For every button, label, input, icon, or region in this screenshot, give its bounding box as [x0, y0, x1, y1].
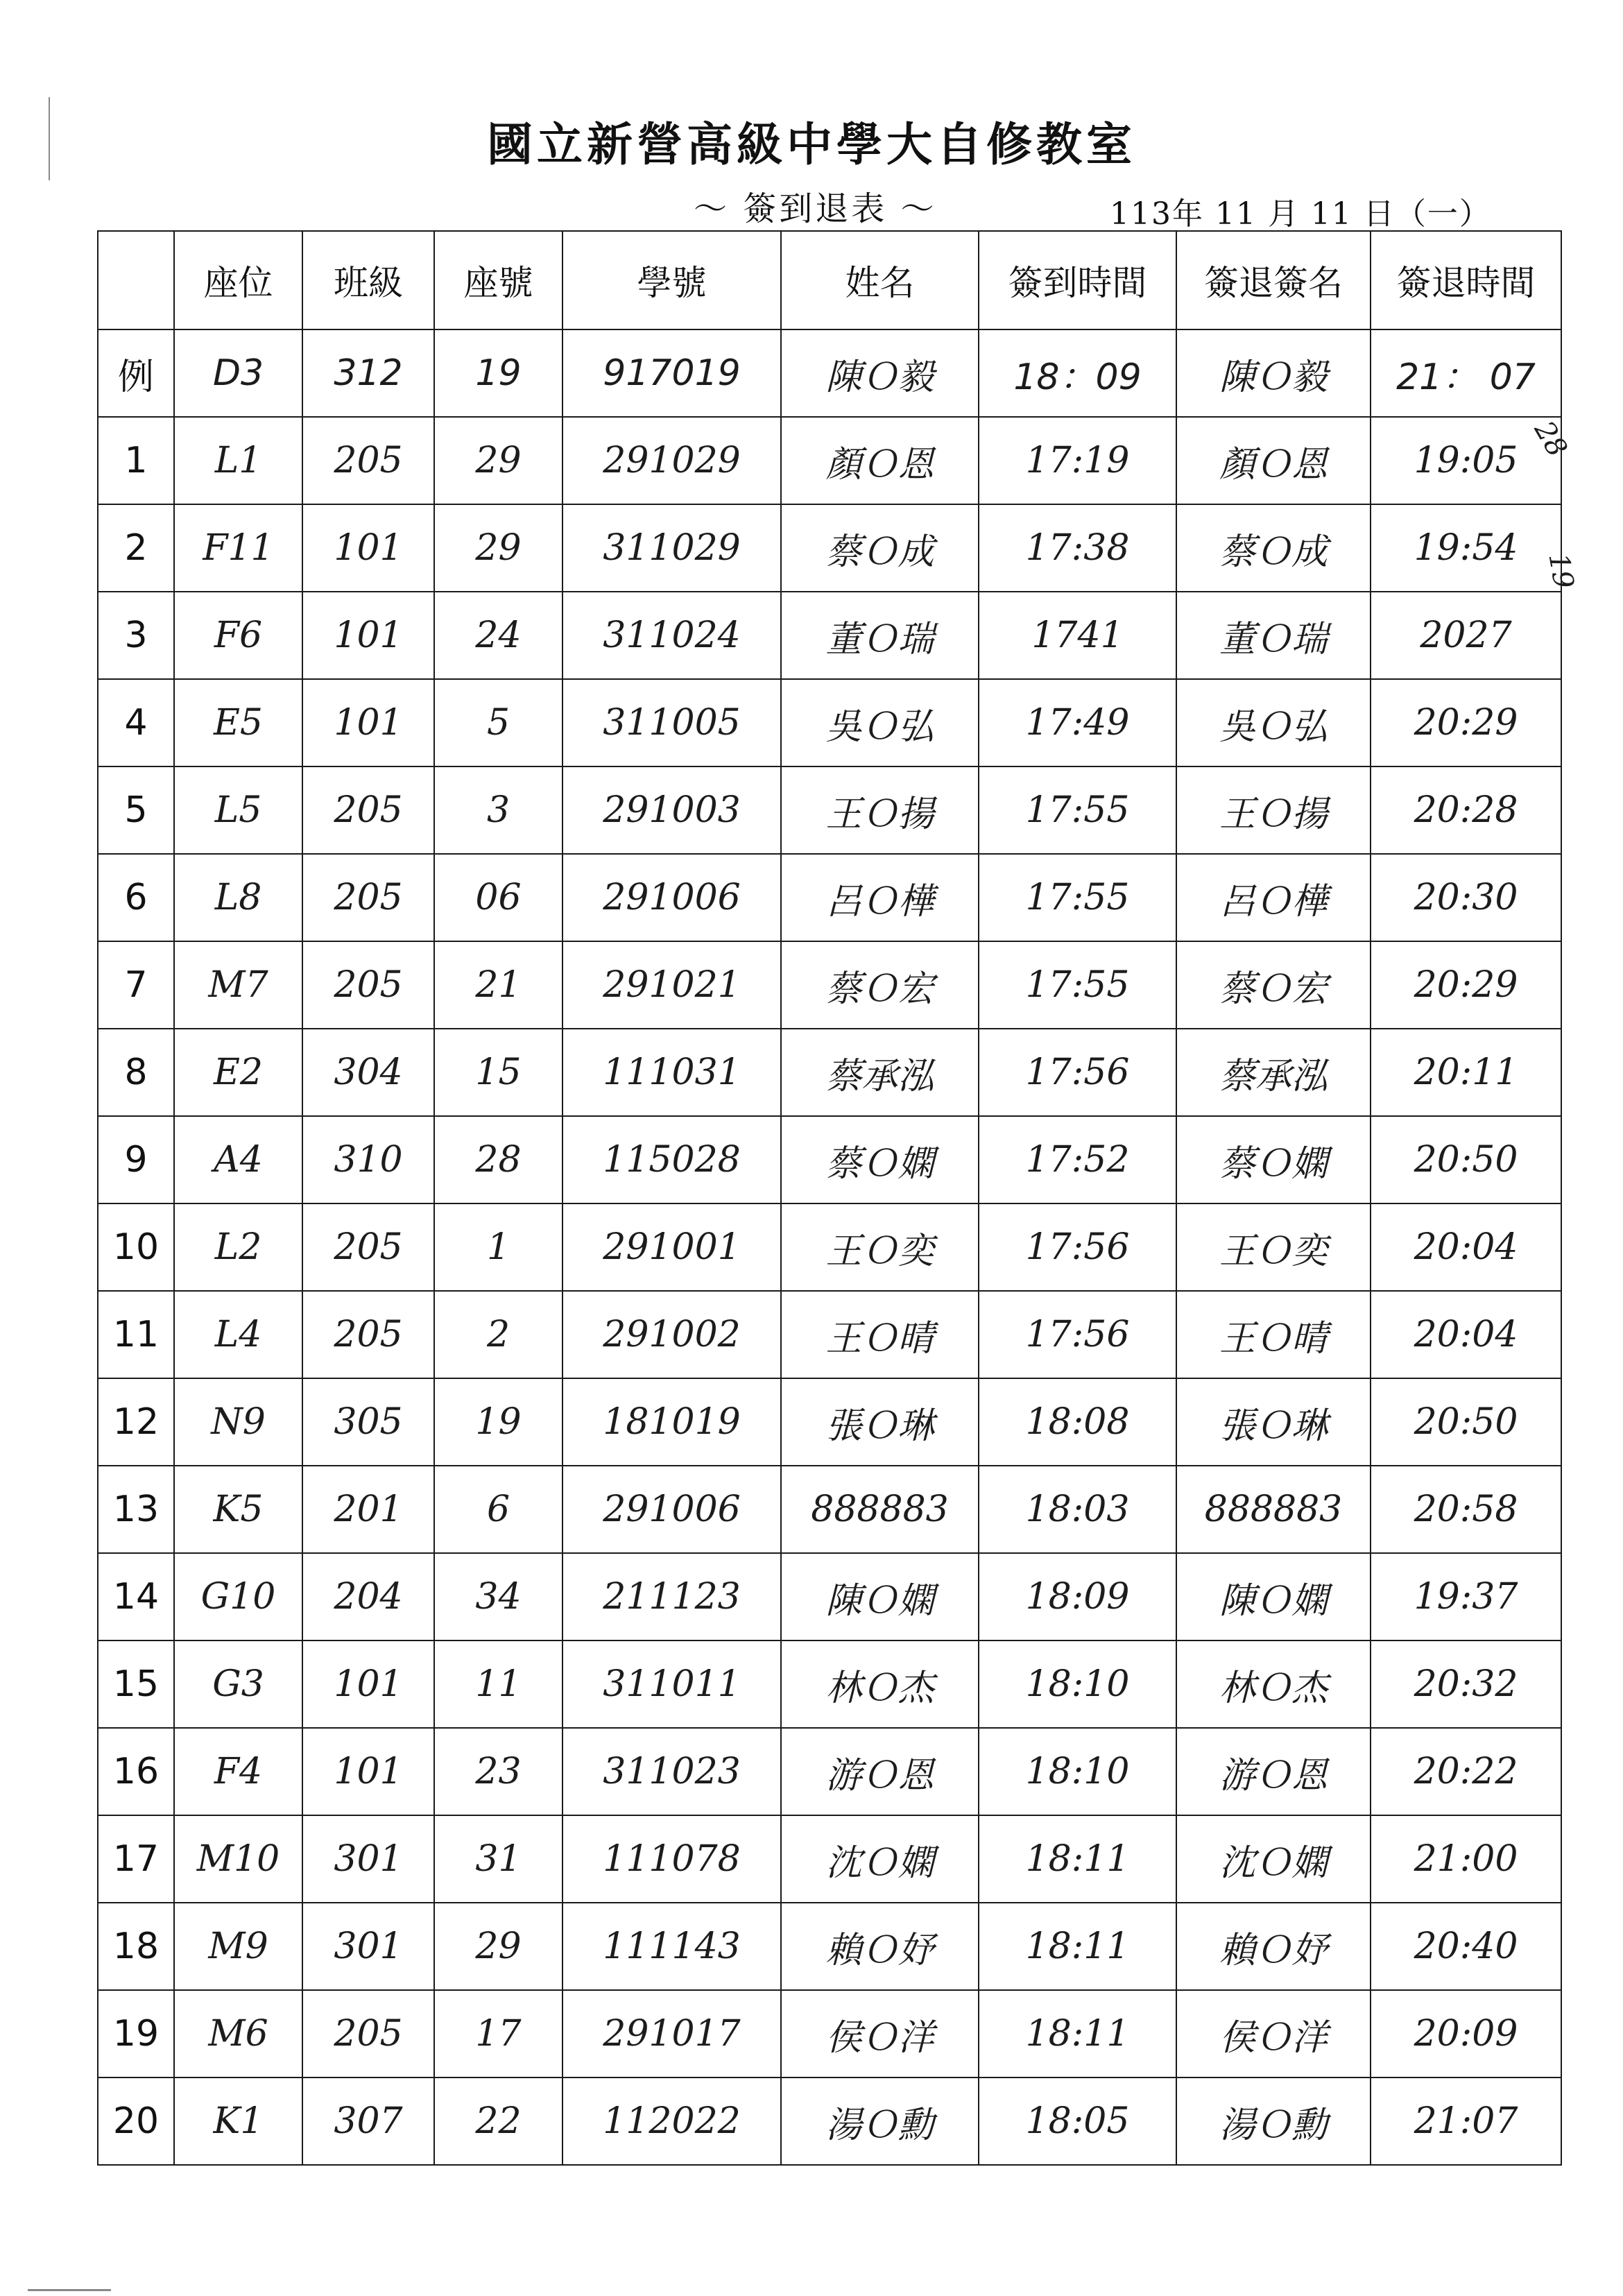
student-id-cell: 311029: [563, 504, 781, 592]
seat-number-cell: 21: [434, 941, 563, 1029]
sign-out-time-cell: 19:54: [1371, 504, 1561, 592]
class-cell: 307: [302, 2077, 434, 2165]
sign-out-signature-cell: 王Ｏ揚: [1176, 766, 1371, 854]
sign-out-signature-cell: 湯Ｏ勳: [1176, 2077, 1371, 2165]
table-row: [98, 1116, 1561, 1203]
row-index: 16: [98, 1728, 174, 1815]
seat-cell: A4: [174, 1116, 302, 1203]
name-cell: 吳Ｏ弘: [781, 679, 979, 766]
example-row: [98, 329, 1561, 417]
sign-out-signature-cell: 張Ｏ琳: [1176, 1378, 1371, 1466]
student-id-cell: 181019: [563, 1378, 781, 1466]
name-cell: 湯Ｏ勳: [781, 2077, 979, 2165]
sign-in-table: [97, 230, 1562, 2166]
sign-out-time-cell: 2027: [1371, 592, 1561, 679]
row-index: 4: [98, 679, 174, 766]
table-row: [98, 417, 1561, 504]
table-row: [98, 592, 1561, 679]
student-id-cell: 311005: [563, 679, 781, 766]
sign-out-signature-cell: 蔡Ｏ嫻: [1176, 1116, 1371, 1203]
student-id-cell: 291003: [563, 766, 781, 854]
sign-out-time-cell: 20:11: [1371, 1029, 1561, 1116]
student-id-cell: 291002: [563, 1291, 781, 1378]
sign-in-time-cell: 18:10: [979, 1728, 1176, 1815]
class-cell: 205: [302, 1291, 434, 1378]
seat-cell: K1: [174, 2077, 302, 2165]
scan-mark: [28, 2289, 111, 2291]
sign-out-signature-cell: 陳Ｏ嫻: [1176, 1553, 1371, 1640]
sign-in-time-cell: 17:56: [979, 1029, 1176, 1116]
sign-out-signature-cell: 蔡Ｏ成: [1176, 504, 1371, 592]
sheet-date: 113年 11 月 11 日（一）: [1110, 196, 1491, 232]
name-cell: 蔡Ｏ宏: [781, 941, 979, 1029]
name-cell: 侯Ｏ洋: [781, 1990, 979, 2077]
seat-cell: M7: [174, 941, 302, 1029]
row-index: 20: [98, 2077, 174, 2165]
sign-out-time-cell: 21： 07: [1371, 329, 1561, 417]
sign-in-time-cell: 17:56: [979, 1203, 1176, 1291]
sign-out-signature-cell: 蔡承泓: [1176, 1029, 1371, 1116]
row-index: 17: [98, 1815, 174, 1903]
table-row: [98, 854, 1561, 941]
sign-in-time-cell: 18:11: [979, 1990, 1176, 2077]
class-cell: 310: [302, 1116, 434, 1203]
header-name: 姓名: [781, 231, 979, 329]
table-row: [98, 504, 1561, 592]
seat-number-cell: 1: [434, 1203, 563, 1291]
sign-out-signature-cell: 游Ｏ恩: [1176, 1728, 1371, 1815]
seat-number-cell: 19: [434, 1378, 563, 1466]
table-row: [98, 1903, 1561, 1990]
sign-out-signature-cell: 蔡Ｏ宏: [1176, 941, 1371, 1029]
name-cell: 888883: [781, 1466, 979, 1553]
student-id-cell: 111078: [563, 1815, 781, 1903]
table-row: [98, 1029, 1561, 1116]
student-id-cell: 917019: [563, 329, 781, 417]
sign-out-time-cell: 20:30: [1371, 854, 1561, 941]
name-cell: 張Ｏ琳: [781, 1378, 979, 1466]
table-row: [98, 766, 1561, 854]
student-id-cell: 311024: [563, 592, 781, 679]
name-cell: 王Ｏ晴: [781, 1291, 979, 1378]
sign-out-time-cell: 19:37: [1371, 1553, 1561, 1640]
sign-out-time-cell: 19:05: [1371, 417, 1561, 504]
row-index: 6: [98, 854, 174, 941]
sign-out-time-cell: 20:04: [1371, 1291, 1561, 1378]
student-id-cell: 311011: [563, 1640, 781, 1728]
sign-in-time-cell: 18:08: [979, 1378, 1176, 1466]
sign-in-time-cell: 18：09: [979, 329, 1176, 417]
class-cell: 101: [302, 592, 434, 679]
sign-in-time-cell: 18:11: [979, 1903, 1176, 1990]
sign-out-time-cell: 21:00: [1371, 1815, 1561, 1903]
sign-in-time-cell: 18:05: [979, 2077, 1176, 2165]
sign-out-signature-cell: 董Ｏ瑞: [1176, 592, 1371, 679]
header-sign-out-signature: 簽退簽名: [1176, 231, 1371, 329]
seat-number-cell: 3: [434, 766, 563, 854]
row-index: 5: [98, 766, 174, 854]
header-seat-number: 座號: [434, 231, 563, 329]
seat-cell: N9: [174, 1378, 302, 1466]
sign-out-signature-cell: 賴Ｏ妤: [1176, 1903, 1371, 1990]
table-row: [98, 1553, 1561, 1640]
seat-cell: L2: [174, 1203, 302, 1291]
seat-number-cell: 29: [434, 1903, 563, 1990]
table-header-row: [98, 231, 1561, 329]
sign-out-time-cell: 20:50: [1371, 1378, 1561, 1466]
seat-number-cell: 29: [434, 417, 563, 504]
seat-number-cell: 17: [434, 1990, 563, 2077]
student-id-cell: 291006: [563, 1466, 781, 1553]
seat-cell: E2: [174, 1029, 302, 1116]
student-id-cell: 291021: [563, 941, 781, 1029]
seat-cell: G3: [174, 1640, 302, 1728]
page-title: 國立新營高級中學大自修教室: [487, 117, 1136, 171]
class-cell: 101: [302, 1728, 434, 1815]
sign-out-time-cell: 20:29: [1371, 941, 1561, 1029]
row-index: 3: [98, 592, 174, 679]
sign-out-time-cell: 20:58: [1371, 1466, 1561, 1553]
name-cell: 董Ｏ瑞: [781, 592, 979, 679]
sign-in-time-cell: 18:03: [979, 1466, 1176, 1553]
name-cell: 陳Ｏ毅: [781, 329, 979, 417]
class-cell: 301: [302, 1815, 434, 1903]
row-index: 9: [98, 1116, 174, 1203]
seat-cell: K5: [174, 1466, 302, 1553]
seat-number-cell: 2: [434, 1291, 563, 1378]
sign-in-time-cell: 17:19: [979, 417, 1176, 504]
seat-number-cell: 5: [434, 679, 563, 766]
class-cell: 305: [302, 1378, 434, 1466]
table-row: [98, 1990, 1561, 2077]
seat-number-cell: 06: [434, 854, 563, 941]
class-cell: 101: [302, 679, 434, 766]
name-cell: 顏Ｏ恩: [781, 417, 979, 504]
table-row: [98, 679, 1561, 766]
sign-in-time-cell: 17:55: [979, 941, 1176, 1029]
sign-out-time-cell: 20:29: [1371, 679, 1561, 766]
header-student-id: 學號: [563, 231, 781, 329]
sign-in-time-cell: 17:52: [979, 1116, 1176, 1203]
header-index: [98, 231, 174, 329]
sign-out-time-cell: 20:04: [1371, 1203, 1561, 1291]
seat-number-cell: 23: [434, 1728, 563, 1815]
student-id-cell: 311023: [563, 1728, 781, 1815]
name-cell: 蔡Ｏ成: [781, 504, 979, 592]
sign-out-signature-cell: 陳Ｏ毅: [1176, 329, 1371, 417]
sign-out-time-cell: 20:28: [1371, 766, 1561, 854]
seat-number-cell: 6: [434, 1466, 563, 1553]
row-index: 1: [98, 417, 174, 504]
student-id-cell: 291001: [563, 1203, 781, 1291]
class-cell: 205: [302, 854, 434, 941]
name-cell: 王Ｏ揚: [781, 766, 979, 854]
student-id-cell: 291029: [563, 417, 781, 504]
sign-out-time-cell: 20:50: [1371, 1116, 1561, 1203]
sign-in-time-cell: 17:56: [979, 1291, 1176, 1378]
seat-cell: F11: [174, 504, 302, 592]
name-cell: 林Ｏ杰: [781, 1640, 979, 1728]
header-seat: 座位: [174, 231, 302, 329]
sign-out-signature-cell: 侯Ｏ洋: [1176, 1990, 1371, 2077]
table-row: [98, 1640, 1561, 1728]
seat-cell: M10: [174, 1815, 302, 1903]
sign-out-time-cell: 20:40: [1371, 1903, 1561, 1990]
sign-in-time-cell: 17:55: [979, 854, 1176, 941]
class-cell: 204: [302, 1553, 434, 1640]
class-cell: 201: [302, 1466, 434, 1553]
row-index: 2: [98, 504, 174, 592]
row-index: 13: [98, 1466, 174, 1553]
class-cell: 101: [302, 504, 434, 592]
sign-in-time-cell: 1741: [979, 592, 1176, 679]
seat-number-cell: 19: [434, 329, 563, 417]
seat-number-cell: 28: [434, 1116, 563, 1203]
name-cell: 呂Ｏ樺: [781, 854, 979, 941]
row-index: 11: [98, 1291, 174, 1378]
sign-out-signature-cell: 顏Ｏ恩: [1176, 417, 1371, 504]
sign-out-signature-cell: 呂Ｏ樺: [1176, 854, 1371, 941]
seat-cell: E5: [174, 679, 302, 766]
row-index: 15: [98, 1640, 174, 1728]
name-cell: 沈Ｏ嫻: [781, 1815, 979, 1903]
seat-cell: L8: [174, 854, 302, 941]
seat-number-cell: 29: [434, 504, 563, 592]
seat-cell: L5: [174, 766, 302, 854]
class-cell: 301: [302, 1903, 434, 1990]
sign-out-signature-cell: 王Ｏ奕: [1176, 1203, 1371, 1291]
sign-out-time-cell: 21:07: [1371, 2077, 1561, 2165]
row-index: 12: [98, 1378, 174, 1466]
table-row: [98, 2077, 1561, 2165]
class-cell: 304: [302, 1029, 434, 1116]
name-cell: 蔡承泓: [781, 1029, 979, 1116]
student-id-cell: 115028: [563, 1116, 781, 1203]
row-index: 10: [98, 1203, 174, 1291]
name-cell: 王Ｏ奕: [781, 1203, 979, 1291]
row-index: 7: [98, 941, 174, 1029]
seat-cell: M9: [174, 1903, 302, 1990]
sign-in-time-cell: 17:49: [979, 679, 1176, 766]
sign-out-time-cell: 20:22: [1371, 1728, 1561, 1815]
sign-out-time-cell: 20:09: [1371, 1990, 1561, 2077]
student-id-cell: 211123: [563, 1553, 781, 1640]
class-cell: 101: [302, 1640, 434, 1728]
table-row: [98, 1466, 1561, 1553]
seat-cell: D3: [174, 329, 302, 417]
sign-out-signature-cell: 沈Ｏ嫻: [1176, 1815, 1371, 1903]
sign-in-time-cell: 17:38: [979, 504, 1176, 592]
seat-number-cell: 11: [434, 1640, 563, 1728]
header-class: 班級: [302, 231, 434, 329]
name-cell: 游Ｏ恩: [781, 1728, 979, 1815]
seat-number-cell: 34: [434, 1553, 563, 1640]
seat-cell: F6: [174, 592, 302, 679]
table-row: [98, 1728, 1561, 1815]
row-index: 8: [98, 1029, 174, 1116]
seat-cell: M6: [174, 1990, 302, 2077]
margin-note-1: 28: [1527, 415, 1574, 463]
seat-cell: F4: [174, 1728, 302, 1815]
sign-in-time-cell: 18:10: [979, 1640, 1176, 1728]
header-sign-in-time: 簽到時間: [979, 231, 1176, 329]
seat-cell: L4: [174, 1291, 302, 1378]
seat-cell: G10: [174, 1553, 302, 1640]
name-cell: 賴Ｏ妤: [781, 1903, 979, 1990]
table-row: [98, 1815, 1561, 1903]
student-id-cell: 112022: [563, 2077, 781, 2165]
sign-out-signature-cell: 吳Ｏ弘: [1176, 679, 1371, 766]
row-index: 18: [98, 1903, 174, 1990]
page-subtitle: ～ 簽到退表 ～: [694, 189, 937, 228]
class-cell: 205: [302, 1203, 434, 1291]
table-row: [98, 1291, 1561, 1378]
seat-number-cell: 31: [434, 1815, 563, 1903]
sign-out-signature-cell: 888883: [1176, 1466, 1371, 1553]
sign-in-time-cell: 18:11: [979, 1815, 1176, 1903]
class-cell: 205: [302, 766, 434, 854]
seat-number-cell: 22: [434, 2077, 563, 2165]
student-id-cell: 111143: [563, 1903, 781, 1990]
student-id-cell: 291017: [563, 1990, 781, 2077]
header-sign-out-time: 簽退時間: [1371, 231, 1561, 329]
table-row: [98, 1203, 1561, 1291]
seat-number-cell: 24: [434, 592, 563, 679]
name-cell: 陳Ｏ嫻: [781, 1553, 979, 1640]
class-cell: 312: [302, 329, 434, 417]
row-index: 14: [98, 1553, 174, 1640]
sign-in-time-cell: 17:55: [979, 766, 1176, 854]
seat-number-cell: 15: [434, 1029, 563, 1116]
sign-out-signature-cell: 林Ｏ杰: [1176, 1640, 1371, 1728]
class-cell: 205: [302, 1990, 434, 2077]
row-index: 例: [98, 329, 174, 417]
sign-out-signature-cell: 王Ｏ晴: [1176, 1291, 1371, 1378]
table-row: [98, 1378, 1561, 1466]
sign-in-time-cell: 18:09: [979, 1553, 1176, 1640]
class-cell: 205: [302, 417, 434, 504]
row-index: 19: [98, 1990, 174, 2077]
table-row: [98, 941, 1561, 1029]
seat-cell: L1: [174, 417, 302, 504]
name-cell: 蔡Ｏ嫻: [781, 1116, 979, 1203]
student-id-cell: 291006: [563, 854, 781, 941]
margin-note-2: 19: [1542, 550, 1580, 592]
student-id-cell: 111031: [563, 1029, 781, 1116]
scan-mark: [49, 97, 50, 180]
class-cell: 205: [302, 941, 434, 1029]
sign-out-time-cell: 20:32: [1371, 1640, 1561, 1728]
